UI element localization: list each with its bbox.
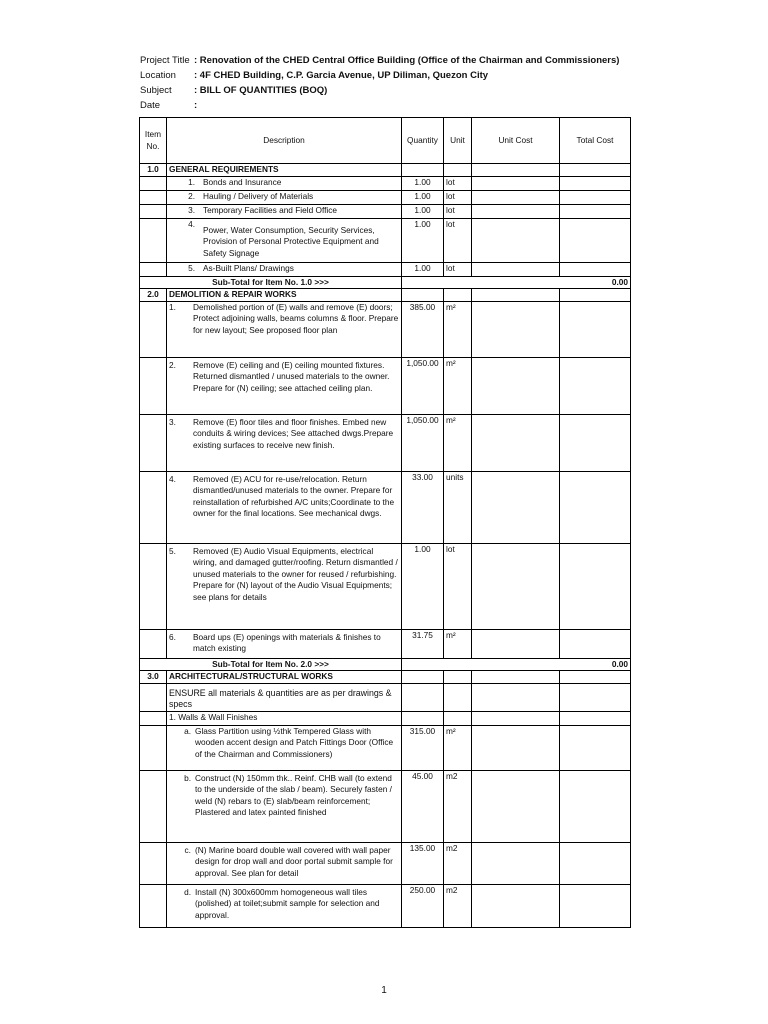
total-cost-cell xyxy=(560,725,631,770)
item-quantity: 315.00 xyxy=(402,725,444,770)
total-cost-cell xyxy=(560,543,631,629)
item-text: Demolished portion of (E) walls and remove (E) doors; Protect adjoining walls, beams columns & floor. Prepare for new layout; See proposed floor plan xyxy=(193,301,399,335)
item-text: Install (N) 300x600mm homogeneous wall tiles (polished) at toilet;submit sample for selection and approval. xyxy=(195,886,380,920)
empty-cell xyxy=(140,262,167,276)
total-cost-cell xyxy=(560,190,631,204)
unit-cost-cell xyxy=(472,262,560,276)
section-title: ARCHITECTURAL/STRUCTURAL WORKS xyxy=(167,671,402,684)
subtotal-row xyxy=(140,276,631,289)
table-row xyxy=(140,471,631,543)
item-quantity: 1.00 xyxy=(402,204,444,218)
empty-cell xyxy=(444,164,472,177)
item-quantity: 1.00 xyxy=(402,262,444,276)
total-cost-cell xyxy=(560,301,631,357)
empty-cell xyxy=(444,683,472,711)
item-text: Remove (E) floor tiles and floor finishes. Embed new conduits & wiring devices; See attached dwgs.Prepare existing surfaces to receive new finish. xyxy=(193,416,394,450)
empty-cell xyxy=(140,725,167,770)
total-cost-cell xyxy=(560,414,631,471)
empty-cell xyxy=(140,357,167,414)
empty-cell xyxy=(402,289,444,302)
subtotal-label: Sub-Total for Item No. 2.0 >>> xyxy=(140,658,402,671)
item-description xyxy=(167,842,402,884)
empty-cell xyxy=(140,842,167,884)
table-row xyxy=(140,683,631,711)
empty-cell xyxy=(560,671,631,684)
item-quantity: 135.00 xyxy=(402,842,444,884)
empty-cell xyxy=(402,711,444,725)
item-description xyxy=(167,190,402,204)
empty-cell xyxy=(472,671,560,684)
unit-cost-cell xyxy=(472,842,560,884)
item-quantity: 45.00 xyxy=(402,770,444,842)
unit-cost-cell xyxy=(472,301,560,357)
item-description xyxy=(167,218,402,262)
item-text: Hauling / Delivery of Materials xyxy=(203,190,314,201)
unit-cost-cell xyxy=(472,414,560,471)
item-description xyxy=(167,176,402,190)
empty-cell xyxy=(472,711,560,725)
empty-cell xyxy=(140,884,167,927)
item-unit: m² xyxy=(444,301,472,357)
date-value: : xyxy=(194,100,198,111)
unit-cost-cell xyxy=(472,357,560,414)
item-quantity: 31.75 xyxy=(402,629,444,658)
empty-cell xyxy=(472,683,560,711)
table-row xyxy=(140,629,631,658)
empty-cell xyxy=(140,711,167,725)
item-quantity: 385.00 xyxy=(402,301,444,357)
unit-cost-cell xyxy=(472,725,560,770)
item-text: As-Built Plans/ Drawings xyxy=(203,262,294,273)
item-text: Power, Water Consumption, Security Services, Provision of Personal Protective Equipment and Safety Signage xyxy=(203,224,379,258)
table-row xyxy=(140,262,631,276)
table-row xyxy=(140,218,631,262)
table-row xyxy=(140,711,631,725)
item-description xyxy=(167,884,402,927)
col-description: Description xyxy=(167,118,402,164)
table-row xyxy=(140,176,631,190)
item-index: 5. xyxy=(169,545,176,556)
unit-cost-cell xyxy=(472,204,560,218)
subject-value: : BILL OF QUANTITIES (BOQ) xyxy=(194,85,328,96)
col-item-no: Item No. xyxy=(140,118,167,164)
item-quantity: 1.00 xyxy=(402,190,444,204)
total-cost-cell xyxy=(560,204,631,218)
total-cost-cell xyxy=(560,471,631,543)
item-unit: lot xyxy=(444,204,472,218)
unit-cost-cell xyxy=(472,884,560,927)
item-index: 1. xyxy=(169,301,176,312)
item-index: a. xyxy=(184,725,191,736)
item-description xyxy=(167,204,402,218)
item-index: 2. xyxy=(169,359,176,370)
total-cost-cell xyxy=(560,884,631,927)
empty-cell xyxy=(140,301,167,357)
item-quantity: 1.00 xyxy=(402,218,444,262)
item-unit: units xyxy=(444,471,472,543)
table-header-row xyxy=(140,118,631,164)
item-description xyxy=(167,471,402,543)
item-index: 3. xyxy=(188,204,195,215)
item-description xyxy=(167,262,402,276)
project-title-label: Project Title xyxy=(140,55,190,66)
item-quantity: 1,050.00 xyxy=(402,357,444,414)
unit-cost-cell xyxy=(472,770,560,842)
item-text: Glass Partition using ½thk Tempered Glass with wooden accent design and Patch Fittings Door (Office of the Chairman and Commissioners) xyxy=(195,725,394,759)
total-cost-cell xyxy=(560,770,631,842)
item-text: Construct (N) 150mm thk.. Reinf. CHB wall (to extend to the underside of the slab / beam). Securely fasten / weld (N) rebars to (E) slab/beam reinforcement; Plastered and latex painted finished xyxy=(195,772,392,817)
item-unit: m2 xyxy=(444,842,472,884)
item-description xyxy=(167,414,402,471)
item-index: 3. xyxy=(169,416,176,427)
item-unit: lot xyxy=(444,543,472,629)
item-index: 4. xyxy=(169,473,176,484)
table-row xyxy=(140,725,631,770)
item-unit: lot xyxy=(444,262,472,276)
unit-cost-cell xyxy=(472,471,560,543)
total-cost-cell xyxy=(560,218,631,262)
item-description xyxy=(167,725,402,770)
item-index: 5. xyxy=(188,262,195,273)
empty-cell xyxy=(140,190,167,204)
item-description xyxy=(167,357,402,414)
table-row xyxy=(140,770,631,842)
total-cost-cell xyxy=(560,629,631,658)
item-text: Bonds and Insurance xyxy=(203,176,282,187)
empty-cell xyxy=(402,683,444,711)
item-description xyxy=(167,301,402,357)
table-row xyxy=(140,414,631,471)
subtotal-value: 0.00 xyxy=(402,276,631,289)
section-no: 2.0 xyxy=(140,289,167,302)
item-text: (N) Marine board double wall covered with wall paper design for drop wall and door portal submit sample for approval. See plan for detail xyxy=(195,844,393,878)
item-unit: m2 xyxy=(444,770,472,842)
empty-cell xyxy=(140,176,167,190)
empty-cell xyxy=(560,711,631,725)
section-title: DEMOLITION & REPAIR WORKS xyxy=(167,289,402,302)
subtotal-label: Sub-Total for Item No. 1.0 >>> xyxy=(140,276,402,289)
col-unit: Unit xyxy=(444,118,472,164)
item-text: Temporary Facilities and Field Office xyxy=(203,204,338,215)
item-unit: lot xyxy=(444,218,472,262)
empty-cell xyxy=(140,543,167,629)
item-unit: m² xyxy=(444,357,472,414)
subtotal-row xyxy=(140,658,631,671)
empty-cell xyxy=(560,289,631,302)
section-no: 3.0 xyxy=(140,671,167,684)
empty-cell xyxy=(444,671,472,684)
item-text: Remove (E) ceiling and (E) ceiling mounted fixtures. Returned dismantled / unused materials to the owner. Prepare for (N) ceiling; see attached ceiling plan. xyxy=(193,359,390,393)
section-subheading: 1. Walls & Wall Finishes xyxy=(167,711,402,725)
empty-cell xyxy=(140,770,167,842)
unit-cost-cell xyxy=(472,543,560,629)
table-row xyxy=(140,543,631,629)
empty-cell xyxy=(444,711,472,725)
boq-table xyxy=(139,117,631,928)
empty-cell xyxy=(140,471,167,543)
unit-cost-cell xyxy=(472,190,560,204)
section-row xyxy=(140,289,631,302)
item-text: Board ups (E) openings with materials & finishes to match existing xyxy=(193,631,381,653)
unit-cost-cell xyxy=(472,218,560,262)
item-unit: m² xyxy=(444,629,472,658)
empty-cell xyxy=(140,414,167,471)
page-number: 1 xyxy=(381,985,387,996)
item-quantity: 1,050.00 xyxy=(402,414,444,471)
total-cost-cell xyxy=(560,357,631,414)
item-index: 1. xyxy=(188,176,195,187)
empty-cell xyxy=(402,671,444,684)
item-index: 4. xyxy=(188,218,195,229)
item-description xyxy=(167,543,402,629)
unit-cost-cell xyxy=(472,629,560,658)
empty-cell xyxy=(444,289,472,302)
item-quantity: 250.00 xyxy=(402,884,444,927)
item-index: 6. xyxy=(169,631,176,642)
total-cost-cell xyxy=(560,842,631,884)
section-row xyxy=(140,164,631,177)
section-note: ENSURE all materials & quantities are as per drawings & specs xyxy=(167,683,402,711)
total-cost-cell xyxy=(560,176,631,190)
item-unit: m² xyxy=(444,414,472,471)
item-index: d. xyxy=(184,886,191,897)
item-description xyxy=(167,629,402,658)
total-cost-cell xyxy=(560,262,631,276)
table-row xyxy=(140,357,631,414)
item-quantity: 1.00 xyxy=(402,543,444,629)
table-row xyxy=(140,204,631,218)
item-text: Removed (E) ACU for re-use/relocation. Return dismantled/unused materials to the owner. Prepare for reinstallation of refurbished A/C units;Coordinate to the owner for the final locations. See mechanical dwgs. xyxy=(193,473,395,518)
subtotal-value: 0.00 xyxy=(402,658,631,671)
date-label: Date xyxy=(140,100,161,111)
item-index: b. xyxy=(184,772,191,783)
subject-label: Subject xyxy=(140,85,172,96)
item-index: 2. xyxy=(188,190,195,201)
table-row xyxy=(140,301,631,357)
table-row xyxy=(140,190,631,204)
item-unit: m² xyxy=(444,725,472,770)
location-label: Location xyxy=(140,70,176,81)
empty-cell xyxy=(472,289,560,302)
location-value: : 4F CHED Building, C.P. Garcia Avenue, UP Diliman, Quezon City xyxy=(194,70,489,81)
item-quantity: 33.00 xyxy=(402,471,444,543)
col-unit-cost: Unit Cost xyxy=(472,118,560,164)
table-row xyxy=(140,884,631,927)
item-unit: lot xyxy=(444,190,472,204)
empty-cell xyxy=(402,164,444,177)
item-description xyxy=(167,770,402,842)
empty-cell xyxy=(140,683,167,711)
empty-cell xyxy=(140,629,167,658)
empty-cell xyxy=(140,204,167,218)
empty-cell xyxy=(140,218,167,262)
section-no: 1.0 xyxy=(140,164,167,177)
item-unit: m2 xyxy=(444,884,472,927)
section-row xyxy=(140,671,631,684)
item-unit: lot xyxy=(444,176,472,190)
empty-cell xyxy=(560,164,631,177)
item-index: c. xyxy=(184,844,191,855)
item-text: Removed (E) Audio Visual Equipments, electrical wiring, and damaged gutter/roofing. Return dismantled / unused materials to the owner for reused / refurbishing. Prepare for (N) layout of the Audio Visual Equipments; see plans for details xyxy=(193,545,398,602)
project-title-value: : Renovation of the CHED Central Office Building (Office of the Chairman and Commissioners) xyxy=(194,55,620,66)
col-quantity: Quantity xyxy=(402,118,444,164)
unit-cost-cell xyxy=(472,176,560,190)
empty-cell xyxy=(472,164,560,177)
empty-cell xyxy=(560,683,631,711)
item-quantity: 1.00 xyxy=(402,176,444,190)
table-row xyxy=(140,842,631,884)
col-total-cost: Total Cost xyxy=(560,118,631,164)
section-title: GENERAL REQUIREMENTS xyxy=(167,164,402,177)
